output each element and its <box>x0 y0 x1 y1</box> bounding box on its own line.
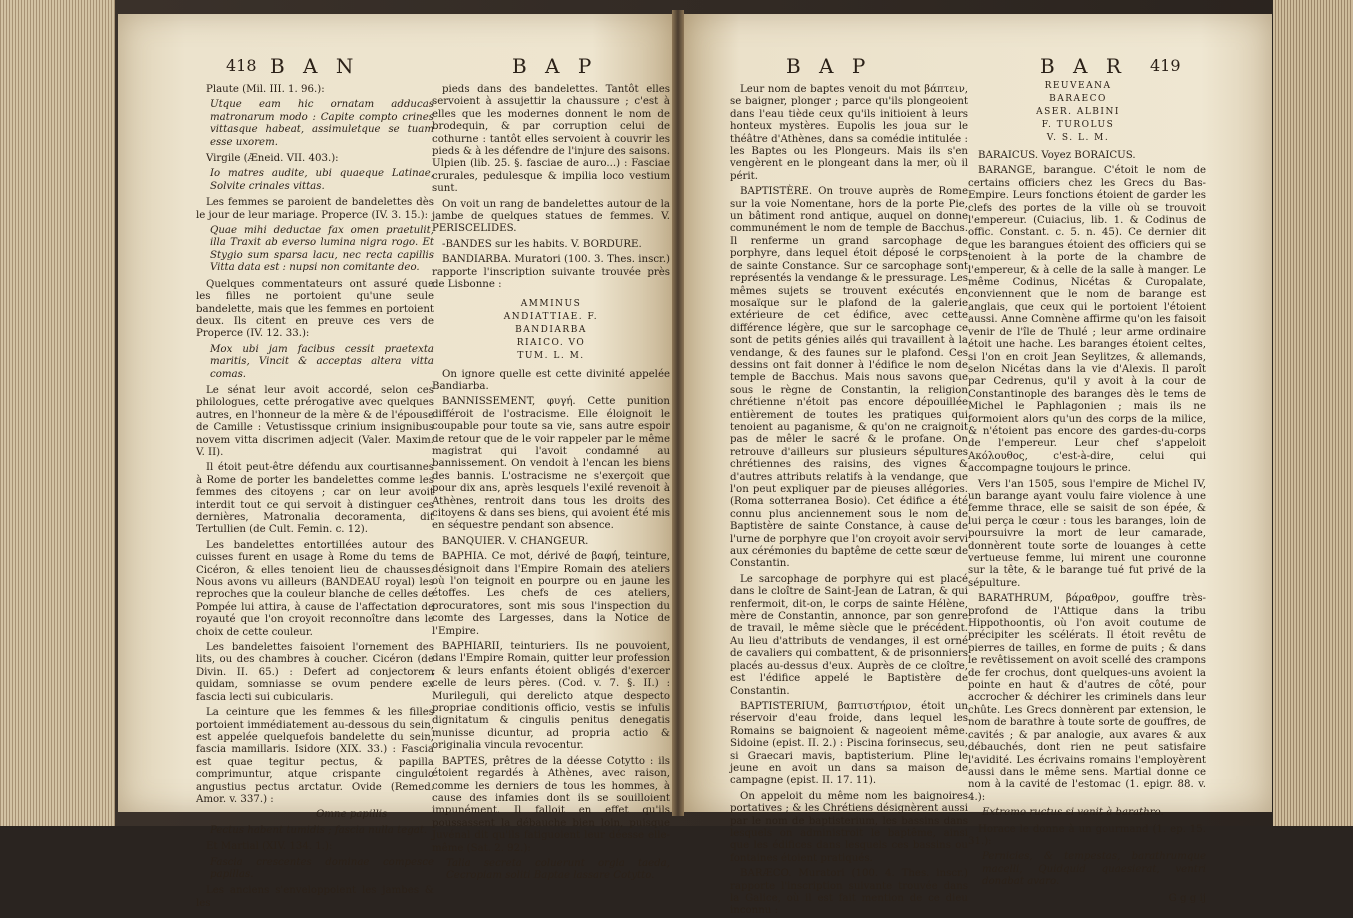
paragraph: -BANDES sur les habits. V. BORDURE. <box>442 238 642 250</box>
paragraph: G g g ij <box>1168 892 1206 904</box>
inscription-line: F. TUROLUS <box>1041 120 1115 130</box>
paragraph: BARAICUS. Voyez BORAICUS. <box>978 150 1136 161</box>
latin-quotation: Fascia crescentes dominae compesce papillas. <box>210 856 434 880</box>
paragraph: Leur nom de baptes venoit du mot βάπτειν, se baigner, plonger ; parce qu'ils plongeoient dans l'eau tiède ceux qu'ils initioient à leurs honteux mystères. Eupolis les joua sur le théâtre d'Athènes, dans sa comédie intitulée : les Baptes ou les Plongeurs. Mais ils s'en vengèrent en le plongeant dans la mer, où il périt. <box>730 84 968 182</box>
latin-quotation: Io matres audite, ubi quaeque Latinae, Solvite crinales vittas. <box>210 168 434 192</box>
right-page-column-2 <box>968 150 1206 904</box>
paragraph: La ceinture que les femmes & les filles portoient immédiatement au-dessous du sein, est appelée quelquefois bandelette du sein, fascia mamillaris. Isidore (XIX. 33.) : Fascia est quae tegitur pectus, & papilla comprimuntur, atque crispante cingulo angustius pectus arctatur. Ovide (Remed. Amor. v. 337.) : <box>196 707 434 805</box>
paragraph: Virgile (Æneid. VII. 403.): <box>206 153 339 165</box>
paragraph: On appeloit du même nom les baignoires portatives ; & les Chrétiens désignèrent aussi par le nom de baptisterium, les bassins dans lesquels on administroit le baptême, ainsi que les édifices dans lesquels ces bassins ou fontaines étoient pratiqués. <box>730 790 968 864</box>
paragraph: Les bandelettes entortillées autour des cuisses furent en usage à Rome du tems de Cicéron, & elles tenoient lieu de chausses. Nous avons vu ailleurs (BANDEAU royal) les reproches que la couleur blanche de celles de Pompée lui attira, à cause de l'affectation de royauté que l'on croyoit reconnoître dans le choix de cette couleur. <box>196 539 434 638</box>
paragraph: Il étoit peut-être défendu aux courtisannes à Rome de porter les bandelettes comme les femmes des citoyens ; car on leur avoit interdit tout ce qui servoit à distinguer ces dernières, Matronalia decoramenta, dit Tertullien (de Cult. Femin. c. 12). <box>196 462 434 536</box>
paragraph: Les bandelettes faisoient l'ornement des lits, ou des chambres à coucher. Cicéron (de Divin. II. 65.) : Defert ad conjectorem quidam, somniasse se ovum pendere ex fascia lecti sui cubicularis. <box>196 642 434 703</box>
paragraph: Horace le donne à un gourmand (1. ep. 15. 31.): <box>968 823 1206 847</box>
right-page-edges <box>1273 0 1353 826</box>
paragraph: BANNISSEMENT, φυγή. Cette punition différoit de l'ostracisme. Elle éloignoit le coupable pour toute sa vie, sans autre espoir de retour que de le voir rappeler par le même magistrat qui l'avoit condamné au bannissement. On vendoit à l'encan les biens des bannis. L'ostracisme ne s'exerçoit que pour dix ans, après lesquels l'exilé revenoit à Athènes, rentroit dans tous les droits des citoyens & dans ses biens, qui avoient été mis en séquestre pendant son absence. <box>432 396 670 532</box>
baraeco-inscription <box>1018 80 1138 145</box>
paragraph: BAPTES, prêtres de la déesse Cotytto : ils étoient regardés à Athènes, avec raison, comme les derniers de tous les hommes, à cause des infamies dont ils se souilloient impunément. Il falloit en effet qu'ils poussassent la débauche bien loin, puisque Juvénal dit qu'ils fatiguoient leur déesse elle-même (Sat. 2. 92.): <box>432 755 670 854</box>
latin-quotation: Utque eam hic ornatam adducas matronarum modo : Capite compto crines vittasque habeat, assimuletque se tuam esse uxorem. <box>210 99 434 148</box>
left-page-edges <box>0 0 115 826</box>
inscription: AMMINUS ANDIATTIAE. F. BANDIARBA RIAICO. VO TUM. L. M. <box>503 298 599 361</box>
paragraph: BARÆCO. Muratori (100. 4. Thes. inscr.) rapporte l'inscription suivante trouvée dans la Galice, où il est fait mention de ce dieu inconnu : <box>730 868 968 917</box>
paragraph: BAPTISTÈRE. On trouve auprès de Rome sur la voie Nomentane, hors de la porte Pie, un bâtiment rond antique, auquel on donne communément le nom de temple de Bacchus. Il renferme un grand sarcophage de porphyre, dans lequel étoit déposé le corps de sainte Constance. Sur ce sarcophage sont représentés la vendange & le pressurage. Les mêmes sujets se trouvent exécutés en mosaïque sur le plafond de la galerie extérieure de cet édifice, avec cette différence légère, que sur le sarcophage ce sont de petits génies ailés qui travaillent à la vendange, & des faunes sur le plafond. Ces dessins ont fait donner à l'édifice le nom de temple de Bacchus. Mais nous savons que sous le règne de Constantin, la religion chrétienne n'étoit pas encore dépouillée entièrement de toutes les pratiques qui tenoient au paganisme, & qu'on ne craignoit pas de mêler le sacré & le profane. On retrouve d'ailleurs sur plusieurs sépultures chrétiennes des raisins, des vignes & d'autres attributs relatifs à la vendange, que l'on peut expliquer par de pieuses allégories. (Roma sotterranea Bosio). Cet édifice a été connu plus anciennement sous le nom de Baptistère de sainte Constance, à cause de l'urne de porphyre que l'on croyoit avoir servi aux cérémonies du baptême de cette sœur de Constantin. <box>730 186 968 570</box>
paragraph: Et Martial (XIV. 134. 1.): <box>206 841 333 853</box>
paragraph: Omne papillis <box>316 809 388 821</box>
inscription-line: REUVEANA <box>1044 81 1112 91</box>
inscription-line: ASER. ALBINI <box>1036 107 1120 117</box>
latin-quotation: Pectus habent tumidis ; fascia nulla tegat. <box>210 824 428 836</box>
left-page-column-1 <box>196 84 434 909</box>
paragraph: BAPHIA. Ce mot, dérivé de βαφή, teinture, désignoit dans l'Empire Romain des ateliers où l'on teignoit en pourpre ou en jaune les étoffes. Les chefs de ces ateliers, procuratores, sont mis sous l'inspection du comte des Largesses, dans la Notice de l'Empire. <box>432 551 670 637</box>
paragraph: On ignore quelle est cette divinité appelée Bandiarba. <box>432 368 670 392</box>
paragraph: BARANGE, barangue. C'étoit le nom de certains officiers chez les Grecs du Bas-Empire. Leurs fonctions étoient de garder les clefs des portes de la ville où se trouvoit l'empereur. (Cuiacius, lib. 1. & Codinus de offic. Constant. c. 5. n. 45). Ce dernier dit que les barangues étoient des officiers qui se tenoient à la porte de la chambre de l'empereur, & à celle de la salle à manger. Le même Codinus, Nicétas & Curopalate, conviennent que le nom de barange est anglais, que ceux qui le portoient l'étoient aussi. Anne Comnène affirme qu'on les faisoit venir de l'île de Thulé ; leur arme ordinaire étoit une hache. Les baranges étoient celtes, si l'on en croit Jean Seylitzes, & allemands, selon Nicétas dans la vie d'Alexis. Il paroît par Cedrenus, qu'il y avoit à la cour de Constantinople des baranges dès le tems de Michel le Paphlagonien ; mais ils ne formoient alors qu'un des corps de la milice, & n'étoient pas encore des gardes-du-corps de l'empereur. Leur chef s'appeloit Ακόλουθος, c'est-à-dire, celui qui accompagne toujours le prince. <box>968 165 1206 475</box>
book-gutter <box>672 10 684 816</box>
left-running-head-1: B A N <box>270 54 360 78</box>
paragraph: Quelques commentateurs ont assuré que les filles ne portoient qu'une seule bandelette, mais que les femmes en portoient deux. Ils citent en preuve ces vers de Properce (IV. 12. 33.): <box>196 278 434 340</box>
paragraph: BAPTISTERIUM, βαπτιστήριον, étoit un réservoir d'eau froide, dans lequel les Romains se baignoient & nageoient même. Sidoine (epist. II. 2.) : Piscina forinsecus, seu, si Graecari mavis, baptisterium. Pline le jeune en avoit un dans sa maison de campagne (epist. II. 17. 11). <box>730 700 968 787</box>
inscription-line: V. S. L. M. <box>1046 133 1110 143</box>
paragraph: BANDIARBA. Muratori (100. 3. Thes. inscr.) rapporte l'inscription suivante trouvée près de Lisbonne : <box>432 254 670 291</box>
paragraph: BANQUIER. V. CHANGEUR. <box>442 535 589 547</box>
paragraph: Les anciens s'enveloppoient les jambes & les <box>196 885 434 909</box>
latin-quotation: Pernicies, & tempestas, barathrumque macelli, Quidquid quaesierat, ventri donabat avaro. <box>982 851 1206 888</box>
paragraph: pieds dans des bandelettes. Tantôt elles servoient à assujettir la chaussure ; c'est à elles que les modernes donnent le nom de brodequin, & par corruption celui de cothurne : tantôt elles servoient à couvrir les pieds & à les défendre de l'injure des saisons. Ulpien (lib. 25. §. fasciae de auro...) : Fasciae crurales, pedulesque & impilia loco vestium sunt. <box>432 84 670 195</box>
paragraph: BARATHRUM, βάραθρον, gouffre très-profond de l'Attique dans la tribu Hippothoontis, où l'on avoit coutume de précipiter les scélérats. Il étoit revêtu de pierres de tailles, en forme de puits ; & dans le revêtissement on avoit scellé des crampons de fer crochus, dont quelques-uns avoient la pointe en haut & d'autres de côté, pour accrocher & déchirer les criminels dans leur chûte. Les Grecs donnèrent par extension, le nom de barathre à toute sorte de gouffres, de cavités ; & par analogie, aux avares & aux débauchés, dont rien ne peut satisfaire l'avidité. Les écrivains romains l'employèrent aussi dans le même sens. Martial donne ce nom à la cavité de l'estomac (1. epigr. 88. v. 4.): <box>968 593 1206 803</box>
paragraph: Les femmes se paroient de bandelettes dès le jour de leur mariage. Properce (IV. 3. 15.): <box>196 197 434 221</box>
inscription-line: BARAECO <box>1049 94 1107 104</box>
latin-quotation: Quae mihi deductae fax omen praetulit, illa Traxit ab everso lumina nigra rogo. Et Stygio sum sparsa lacu, nec recta capillis Vitta data est : nupsi non comitante deo. <box>210 225 434 274</box>
left-page-number: 418 <box>226 56 257 75</box>
paragraph: Le sarcophage de porphyre qui est placé dans le cloître de Saint-Jean de Latran, & qui renfermoit, dit-on, le corps de sainte Hélène, mère de Constantin, annonce, par son genre de travail, le même siècle que le précédent. Au lieu d'attributs de vendanges, il est orné de cavaliers qui combattent, & de prisonniers placés au-dessus d'eux. Auprès de ce cloître, est l'édifice appelé le Baptistère de Constantin. <box>730 573 968 697</box>
right-running-head-1: B A P <box>786 54 872 78</box>
latin-quotation: Extremo ructus si venit à barathro. <box>982 807 1164 819</box>
paragraph: BAPHIARII, teinturiers. Ils ne pouvoient, dans l'Empire Romain, quitter leur profession ; & leurs enfants étoient obligés d'exercer celle de leurs pères. (Cod. v. 7. §. II.) : Murileguli, qui derelicto atque despecto propriae conditionis officio, vestis se infulis dignitatum & cingulis penitus denegatis munisse dicuntur, ad propria actio & originalia vincula revocentur. <box>432 641 670 752</box>
left-page-column-2 <box>432 84 670 882</box>
right-page-column-1 <box>730 84 968 917</box>
paragraph: Le sénat leur avoit accordé, selon ces philologues, cette prérogative avec quelques autres, en l'honneur de la mère & de l'épouse de Camille : Vetustissque crinium insignibus novem vitta discrimen adjecit (Valer. Maxim. V. II). <box>196 384 434 458</box>
left-running-head-2: B A P <box>512 54 598 78</box>
paragraph: Vers l'an 1505, sous l'empire de Michel IV, un barange ayant voulu faire violence à une femme thrace, elle se saisit de son épée, & lui perça le cœur : tous les baranges, loin de poursuivre la mort de leur camarade, donnèrent toute sorte de louanges à cette vertueuse femme, lui mirent une couronne sur la tête, & le barange tué fut privé de la sépulture. <box>968 478 1206 589</box>
latin-quotation: Talia secreta coluerunt orgia taeda, Cecropiam soliti Baptae lassare Cotytto. <box>446 857 670 882</box>
paragraph: On voit un rang de bandelettes autour de la jambe de quelques statues de femmes. V. PERISCELIDES. <box>432 198 670 235</box>
paragraph: Plaute (Mil. III. 1. 96.): <box>206 84 325 95</box>
right-page-number: 419 <box>1150 56 1181 75</box>
right-running-head-2: B A R <box>1040 54 1127 78</box>
latin-quotation: Mox ubi jam facibus cessit praetexta maritis, Vincit & acceptas altera vitta comas. <box>210 343 434 380</box>
